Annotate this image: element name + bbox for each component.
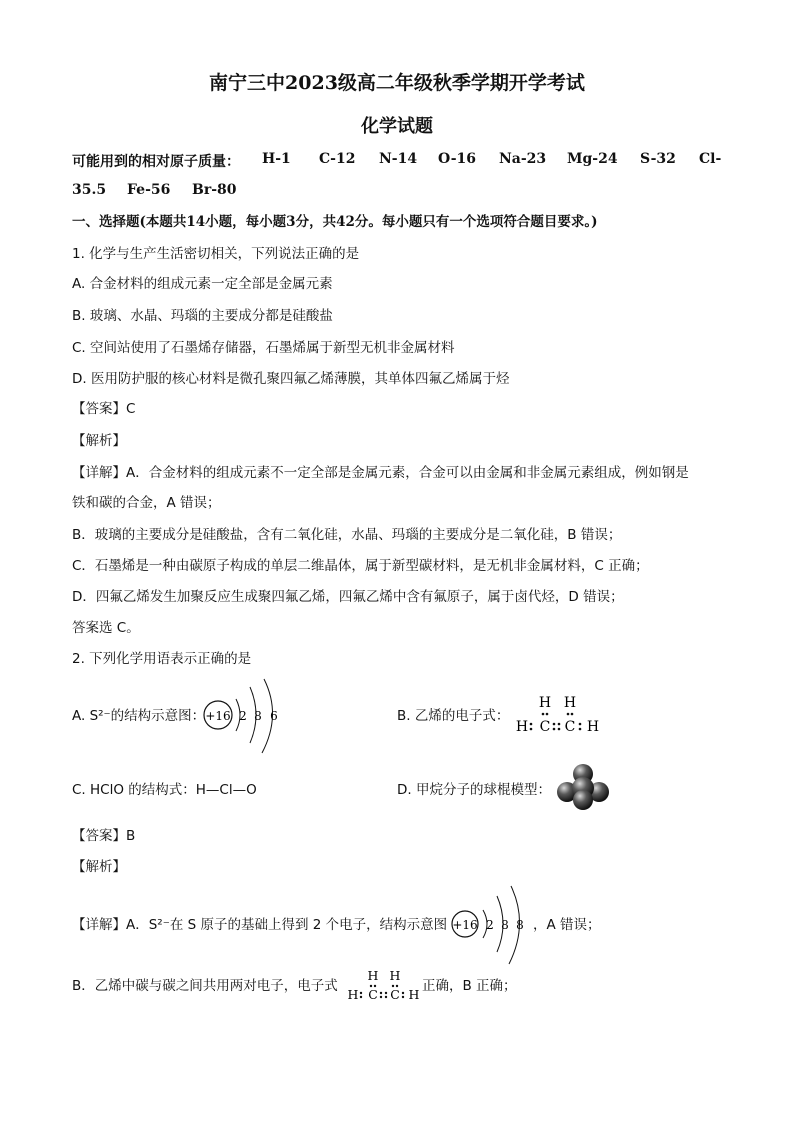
methane-ball-and-stick-model xyxy=(555,762,613,812)
mass-item: H-1 xyxy=(262,151,291,167)
q1-analysis-tag: 【解析】 xyxy=(72,433,126,449)
exam-subtitle: 化学试题 xyxy=(361,116,433,137)
question-1-stem: 1. 化学与生产生活密切相关，下列说法正确的是 xyxy=(72,246,360,262)
shell-electrons: 2 xyxy=(486,918,494,932)
nucleus-charge: +16 xyxy=(205,709,231,723)
q1-detail-line xyxy=(72,464,689,482)
ethylene-electron-formula xyxy=(510,693,610,741)
mass-item: Br-80 xyxy=(192,182,237,198)
h-atom: H xyxy=(408,987,420,1002)
q1-detail-line: D．四氟乙烯发生加聚反应生成聚四氟乙烯，四氟乙烯中含有氟原子，属于卤代烃，D 错误； xyxy=(72,589,624,605)
mass-item: 35.5 xyxy=(72,182,107,198)
h-atom: H xyxy=(586,719,600,735)
q2-detail-a-end: ，A 错误； xyxy=(533,917,601,933)
mass-item: Mg-24 xyxy=(567,151,618,167)
section-heading: 一、选择题(本题共14小题，每小题3分，共42分。每小题只有一个选项符合题目要求。) xyxy=(72,214,598,230)
q2-detail-b-end: 正确，B 正确； xyxy=(422,978,517,994)
q1-detail-line: C．石墨烯是一种由碳原子构成的单层二维晶体，属于新型碳材料，是无机非金属材料，C 正确； xyxy=(72,558,649,574)
c-atom: C xyxy=(390,987,400,1002)
mass-item: Cl- xyxy=(699,151,722,167)
h-atom: H xyxy=(515,719,529,735)
q1-option-d: D. 医用防护服的核心材料是微孔聚四氟乙烯薄膜，其单体四氟乙烯属于烃 xyxy=(72,371,510,387)
s2-ion-structure-diagram xyxy=(200,677,290,757)
exam-title: 南宁三中2023级高二年级秋季学期开学考试 xyxy=(209,72,585,94)
q1-option-b: B. 玻璃、水晶、玛瑙的主要成分都是硅酸盐 xyxy=(72,308,333,324)
h-atom: H xyxy=(538,695,552,711)
shell-electrons: 6 xyxy=(270,709,278,723)
detail-text: A．合金材料的组成元素不一定全部是金属元素，合金可以由金属和非金属元素组成，例如钢是 xyxy=(126,465,689,481)
answer-value: B xyxy=(126,828,136,844)
c-atom: C xyxy=(539,719,551,735)
c-atom: C xyxy=(368,987,378,1002)
q2-answer xyxy=(72,827,135,845)
h-atom: H xyxy=(347,987,359,1002)
answer-value: C xyxy=(126,401,136,417)
s2-ion-structure-diagram-correct xyxy=(449,884,537,968)
h-atom: H xyxy=(389,968,401,983)
q1-option-a: A. 合金材料的组成元素一定全部是金属元素 xyxy=(72,276,333,292)
shell-electrons: 2 xyxy=(239,709,247,723)
mass-item: O-16 xyxy=(438,151,477,167)
q1-detail-line: B．玻璃的主要成分是硅酸盐，含有二氧化硅，水晶、玛瑙的主要成分是二氧化硅，B 错误； xyxy=(72,527,622,543)
nucleus-charge: +16 xyxy=(452,918,478,932)
shell-electrons: 8 xyxy=(516,918,524,932)
q2-analysis-tag: 【解析】 xyxy=(72,859,126,875)
mass-item: C-12 xyxy=(319,151,356,167)
c-atom: C xyxy=(564,719,576,735)
answer-tag: 【答案】 xyxy=(72,828,126,844)
mass-item: Na-23 xyxy=(499,151,547,167)
shell-electrons: 8 xyxy=(501,918,509,932)
q2-option-b: B. 乙烯的电子式： xyxy=(397,708,510,724)
detail-tag: 【详解】 xyxy=(72,465,126,481)
mass-item: S-32 xyxy=(640,151,676,167)
question-2-stem: 2. 下列化学用语表示正确的是 xyxy=(72,651,252,667)
q2-option-c: C. HClO 的结构式：H—Cl—O xyxy=(72,782,257,798)
masses-label: 可能用到的相对原子质量： xyxy=(72,154,240,170)
shell-electrons: 8 xyxy=(254,709,262,723)
atomic-masses-row-2 xyxy=(72,182,372,202)
h-atom: H xyxy=(563,695,577,711)
atomic-masses-row xyxy=(72,151,722,171)
q2-option-a: A. S²⁻的结构示意图： xyxy=(72,708,206,724)
mass-item: N-14 xyxy=(379,151,418,167)
detail-text: A．S²⁻在 S 原子的基础上得到 2 个电子，结构示意图 xyxy=(126,917,448,933)
detail-tag: 【详解】 xyxy=(72,917,126,933)
q2-option-d: D. 甲烷分子的球棍模型： xyxy=(397,782,551,798)
q1-option-c: C. 空间站使用了石墨烯存储器，石墨烯属于新型无机非金属材料 xyxy=(72,340,455,356)
answer-tag: 【答案】 xyxy=(72,401,126,417)
q1-detail-line: 铁和碳的合金，A 错误； xyxy=(72,495,221,511)
q1-conclusion: 答案选 C。 xyxy=(72,620,140,636)
h-atom: H xyxy=(367,968,379,983)
q2-detail-b: B．乙烯中碳与碳之间共用两对电子，电子式 xyxy=(72,978,338,994)
q2-detail-a xyxy=(72,916,447,934)
mass-item: Fe-56 xyxy=(127,182,171,198)
ethylene-electron-formula-small xyxy=(345,966,425,1006)
q1-answer xyxy=(72,400,135,418)
